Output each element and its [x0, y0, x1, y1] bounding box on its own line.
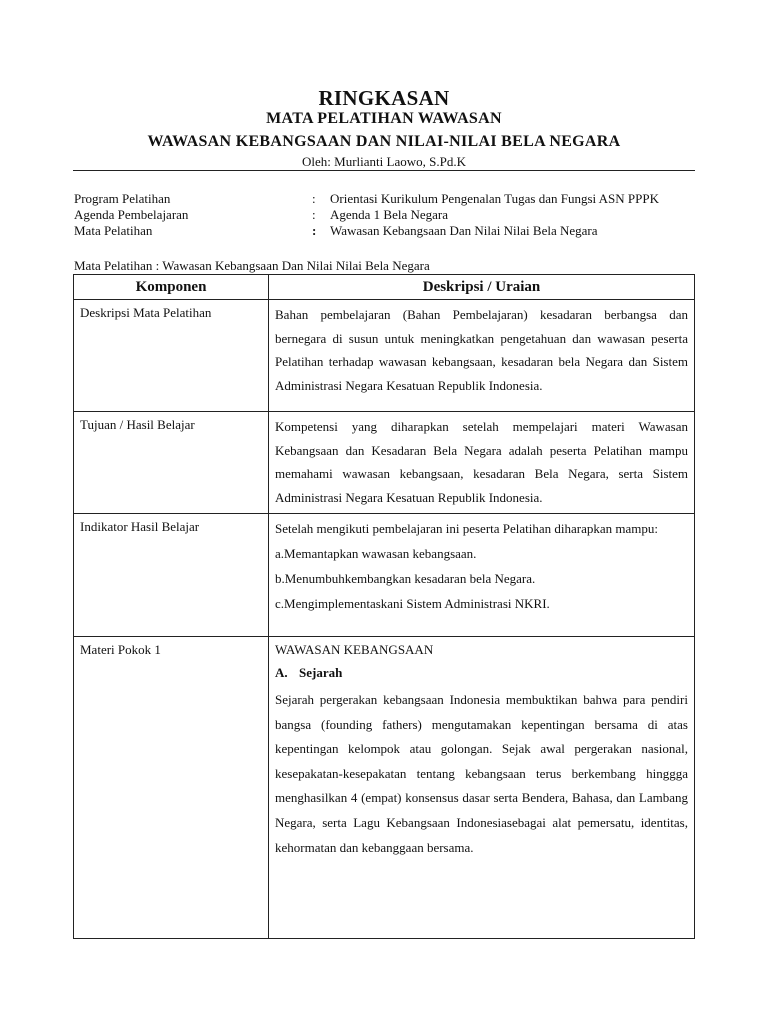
meta-key: Agenda Pembelajaran [74, 207, 189, 222]
subsection-heading [275, 662, 688, 684]
table-row [74, 412, 695, 514]
document-subtitle-2: WAWASAN KEBANGSAAN DAN NILAI-NILAI BELA NEGARA [147, 133, 621, 150]
row-label: Materi Pokok 1 [74, 637, 269, 939]
row-text: Kompetensi yang diharapkan setelah mempelajari materi Wawasan Kebangsaan dan Kesadaran Bela Negara adalah peserta Pelatihan mampu memahami wawasan kebangsaan, kesadaran Bela Negara, serta Sistem Administrasi Negara Kesatuan Republik Indonesia. [275, 419, 688, 505]
table-row [74, 637, 695, 939]
row-label: Tujuan / Hasil Belajar [74, 412, 269, 514]
list-item: b.Menumbuhkembangkan kesadaran bela Negara. [275, 570, 536, 586]
table-header-row [74, 275, 695, 300]
table-row [74, 514, 695, 637]
header-komponen: Komponen [74, 275, 269, 300]
meta-value: Orientasi Kurikulum Pengenalan Tugas dan Fungsi ASN PPPK [330, 191, 659, 206]
meta-colon: : [312, 191, 316, 206]
table-row [74, 300, 695, 412]
meta-value: Wawasan Kebangsaan Dan Nilai Nilai Bela Negara [330, 223, 598, 238]
meta-colon: : [312, 207, 316, 222]
row-text: Bahan pembelajaran (Bahan Pembelajaran) kesadaran berbangsa dan bernegara di susun untuk meningkatkan pengetahuan dan wawasan peserta Pelatihan terhadap wawasan kebangsaan, kesadaran bela Negara dan Sistem Administrasi Negara Kesatuan Republik Indonesia. [275, 307, 688, 393]
meta-key: Program Pelatihan [74, 191, 171, 206]
list-item: c.Mengimplementaskani Sistem Administrasi NKRI. [275, 595, 550, 611]
meta-value: Agenda 1 Bela Negara [330, 207, 449, 222]
row-intro: Setelah mengikuti pembelajaran ini peserta Pelatihan diharapkan mampu: [275, 521, 659, 536]
document-subtitle-1: MATA PELATIHAN WAWASAN [266, 110, 502, 127]
row-content [269, 514, 695, 637]
row-content [269, 637, 695, 939]
meta-key: Mata Pelatihan [74, 223, 153, 238]
section-title: WAWASAN KEBANGSAAN [275, 642, 434, 657]
table-caption: Mata Pelatihan : Wawasan Kebangsaan Dan Nilai Nilai Bela Negara [74, 258, 430, 273]
row-label: Indikator Hasil Belajar [74, 514, 269, 637]
subsection-title: Sejarah [299, 665, 343, 680]
meta-colon: : [312, 223, 317, 238]
list-item: a.Memantapkan wawasan kebangsaan. [275, 545, 477, 561]
summary-table [73, 274, 695, 939]
row-label: Deskripsi Mata Pelatihan [74, 300, 269, 412]
row-text: Sejarah pergerakan kebangsaan Indonesia membuktikan bahwa para pendiri bangsa (founding fathers) mengutamakan kepentingan bersama di atas kepentingan kelompok atau golongan. Sejak awal pergerakan nasional, kesepakatan-kesepakatan tentang kebangsaan terus berkembang hinggga menghasilkan 4 (empat) konsensus dasar serta Bendera, Bahasa, dan Lambang Negara, serta Lagu Kebangsaan Indonesiasebagai alat pemersatu, identitas, kehormatan dan kebanggaan bersama. [275, 692, 688, 855]
header-divider [73, 170, 695, 171]
row-content [269, 300, 695, 412]
row-content [269, 412, 695, 514]
document-title: RINGKASAN [318, 86, 450, 110]
header-deskripsi: Deskripsi / Uraian [269, 275, 695, 300]
subsection-number: A. [275, 665, 288, 680]
author-line: Oleh: Murlianti Laowo, S.Pd.K [302, 154, 466, 169]
